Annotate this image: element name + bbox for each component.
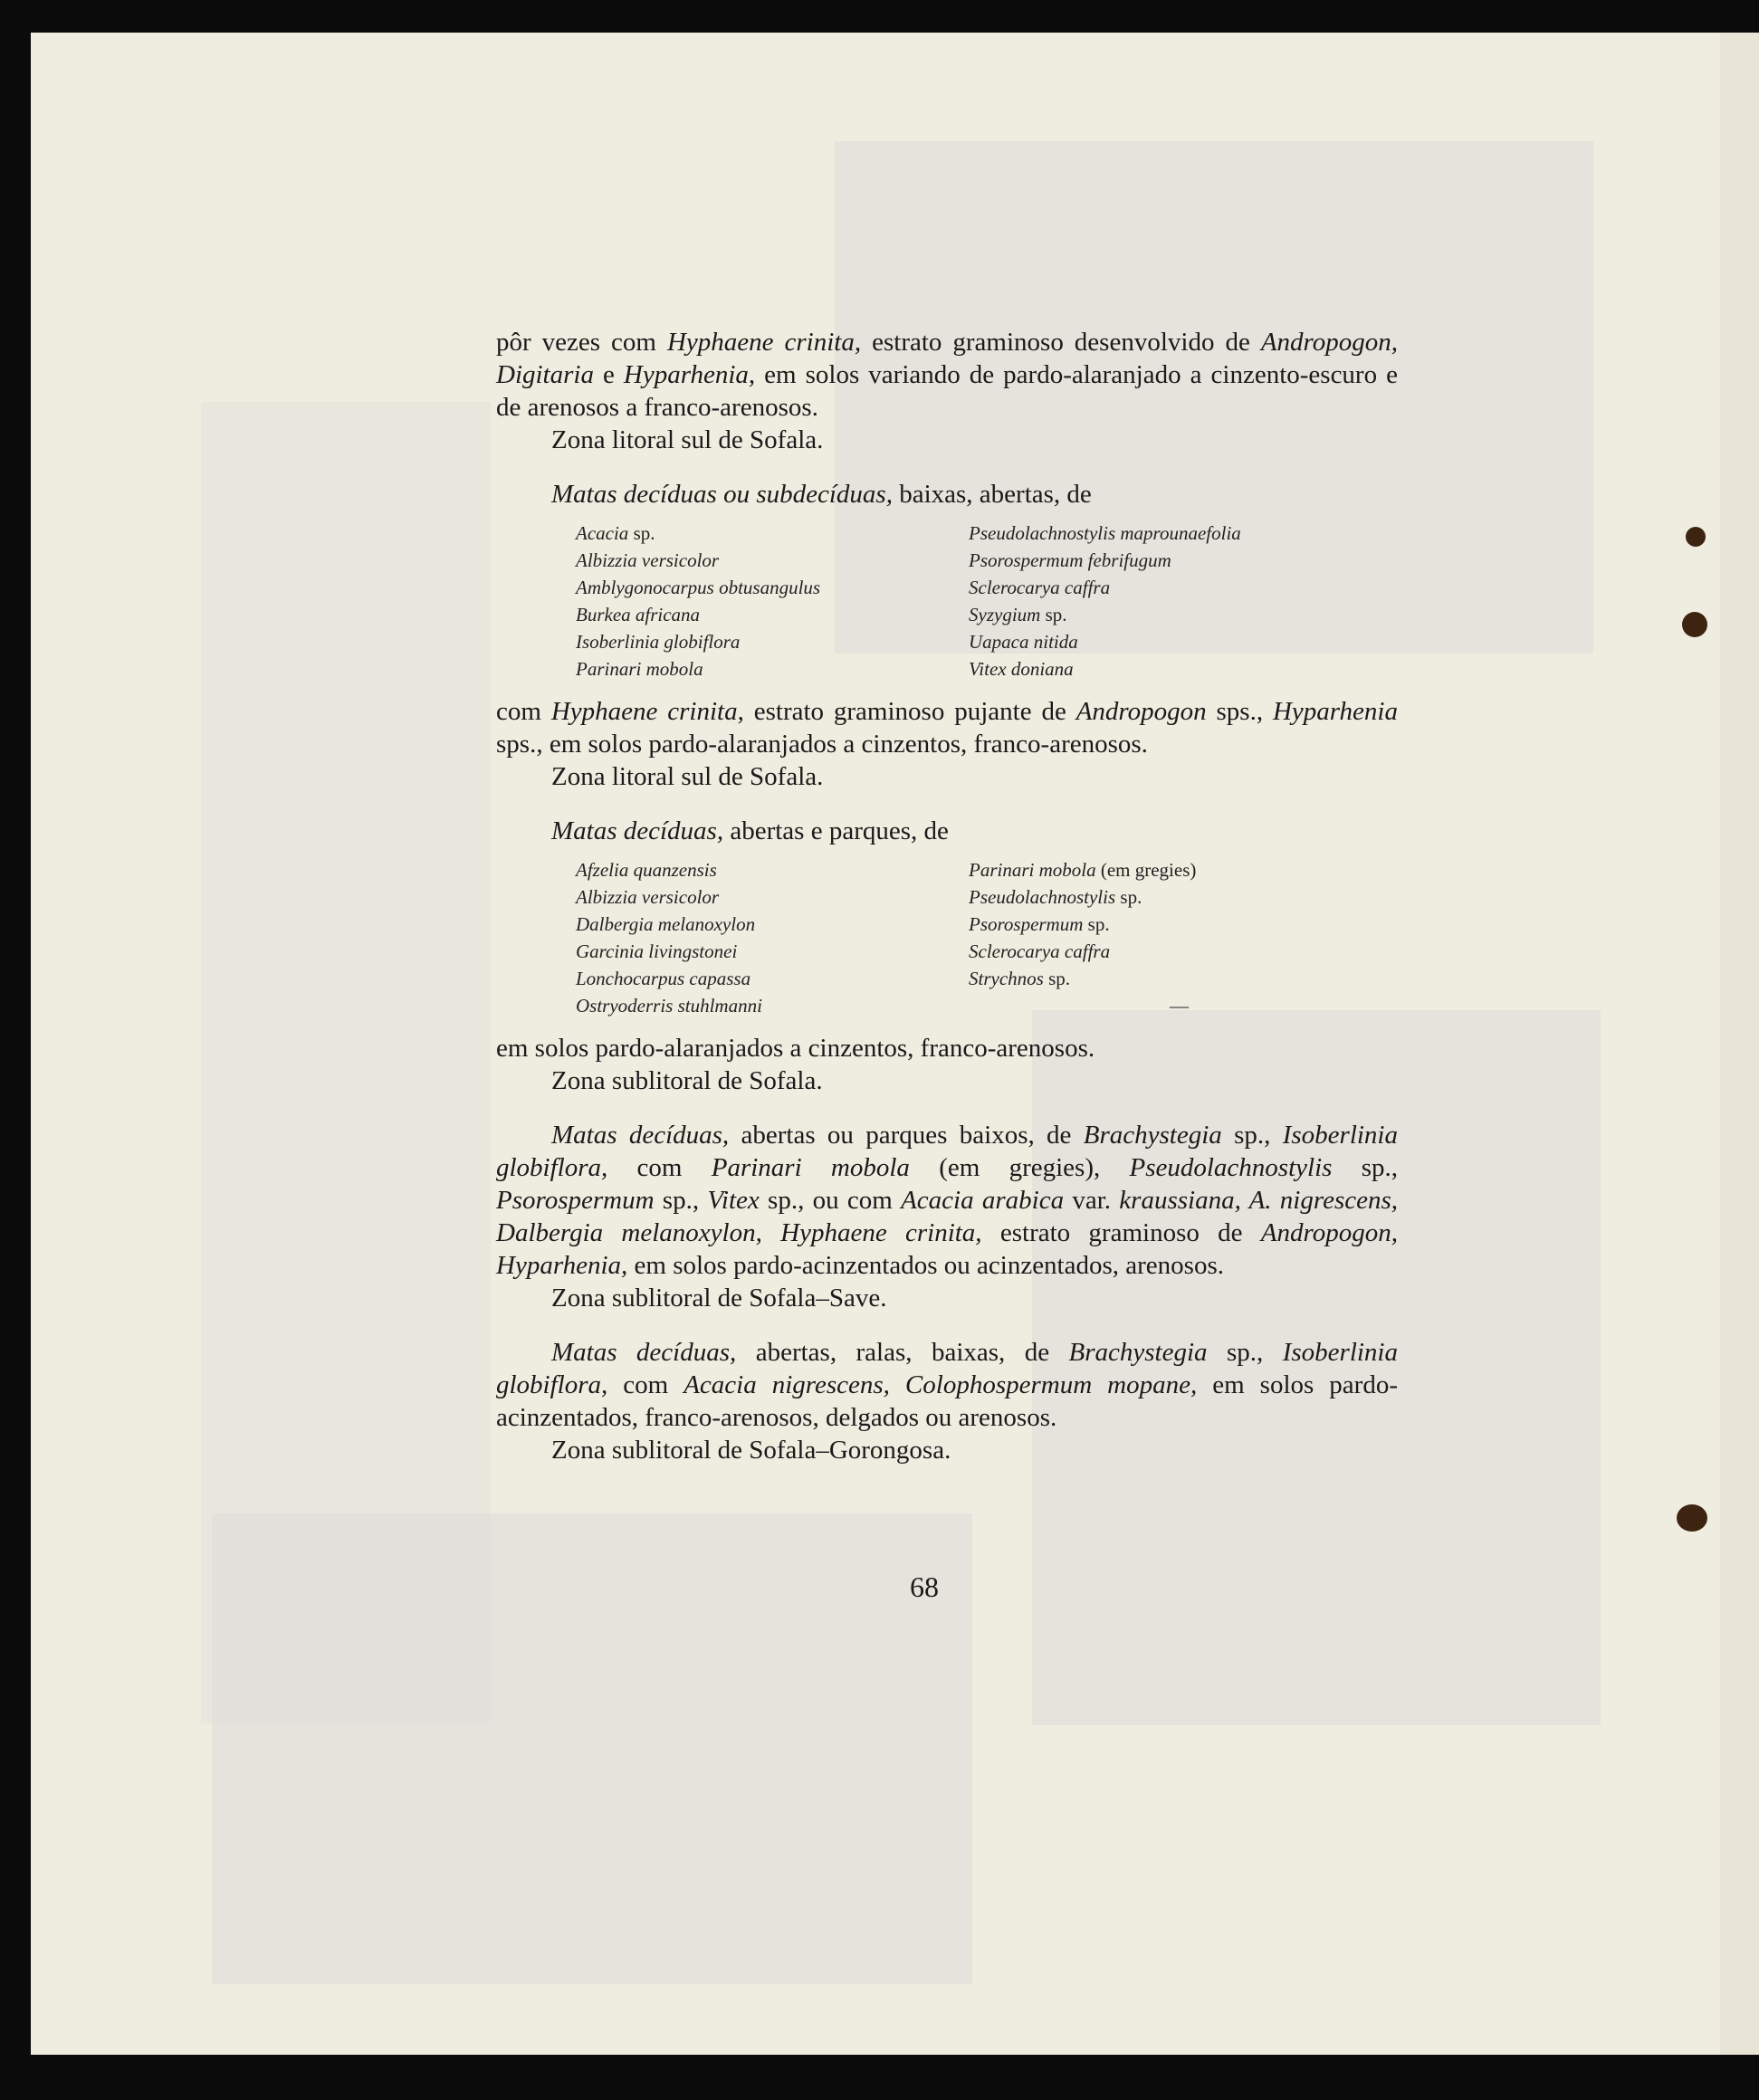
species-name: Burkea africana — [576, 604, 701, 625]
species-name: Dalbergia melanoxylon — [576, 913, 756, 935]
species-name: Amblygonocarpus obtusangulus — [576, 577, 821, 598]
species-name: Vitex doniana — [969, 658, 1074, 680]
species-name: Pseudolachnostylis maprounaefolia — [969, 522, 1241, 544]
species-column-right — [969, 856, 1349, 1019]
page-number: 68 — [910, 1570, 939, 1603]
foxing-spot — [1686, 527, 1706, 547]
foxing-spot — [1682, 612, 1707, 637]
list-dash: — — [1170, 995, 1189, 1017]
species-name: Uapaca nitida — [969, 631, 1078, 653]
species-name: Garcinia livingstonei — [576, 940, 738, 962]
paragraph: Matas decíduas, abertas, ralas, baixas, de Brachystegia sp., Isoberlinia globiflora, com Acacia nigrescens, Colophospermum mopane, em solos pardo-acinzentados, franco-arenosos, delgados ou arenosos. — [496, 1338, 1398, 1432]
species-name: Pseudolachnostylis sp. — [969, 886, 1142, 908]
species-column-left — [576, 856, 969, 1019]
paragraph: com Hyphaene crinita, estrato graminoso pujante de Andropogon sps., Hyparhenia sps., em solos pardo-alaranjados a cinzentos, franco-arenosos. — [496, 697, 1398, 759]
paragraph: Matas decíduas, abertas ou parques baixos, de Brachystegia sp., Isoberlinia globiflora, com Parinari mobola (em gregies), Pseudolachnostylis sp., Psorospermum sp., Vitex sp., ou com Acacia arabica var. kraussiana, A. nigrescens, Dalbergia melanoxylon, Hyphaene crinita, estrato graminoso de Andropogon, Hyparhenia, em solos pardo-acinzentados ou acinzentados, arenosos. — [496, 1121, 1399, 1280]
species-name: Psorospermum sp. — [969, 913, 1110, 935]
species-name: Albizzia versicolor — [576, 549, 720, 571]
paragraph-intro: Matas decíduas, abertas e parques, de — [551, 816, 949, 845]
body-text — [496, 326, 1398, 1466]
species-name: Afzelia quanzensis — [576, 859, 717, 881]
species-name: Ostryoderris stuhlmanni — [576, 995, 762, 1017]
species-name: Sclerocarya caffra — [969, 940, 1111, 962]
species-name: Sclerocarya caffra — [969, 577, 1111, 598]
bleed-through-block — [212, 1513, 972, 1984]
adjacent-page-edge — [1720, 33, 1759, 2055]
zone-line: Zona sublitoral de Sofala. — [551, 1066, 823, 1095]
paragraph: pôr vezes com Hyphaene crinita, estrato graminoso desenvolvido de Andropogon, Digitaria e Hyparhenia, em solos variando de pardo-alaranjado a cinzento-escuro e de arenosos a franco-arenosos. — [496, 328, 1398, 422]
species-name: Acacia sp. — [576, 522, 655, 544]
species-name: Syzygium sp. — [969, 604, 1067, 625]
species-name: Albizzia versicolor — [576, 886, 720, 908]
foxing-spot — [1677, 1504, 1707, 1532]
species-column-left — [576, 520, 969, 682]
species-name: Strychnos sp. — [969, 968, 1071, 989]
species-name: Parinari mobola (em gregies) — [969, 859, 1197, 881]
paragraph-intro: Matas decíduas ou subdecíduas, baixas, abertas, de — [551, 480, 1092, 509]
paragraph: em solos pardo-alaranjados a cinzentos, franco-arenosos. — [496, 1034, 1095, 1063]
species-column-right — [969, 520, 1349, 682]
species-name: Lonchocarpus capassa — [576, 968, 751, 989]
species-name: Parinari mobola — [576, 658, 703, 680]
species-name: Psorospermum febrifugum — [969, 549, 1171, 571]
zone-line: Zona litoral sul de Sofala. — [551, 762, 824, 791]
species-list — [576, 856, 1398, 1019]
species-list — [576, 520, 1398, 682]
zone-line: Zona sublitoral de Sofala–Save. — [551, 1284, 887, 1312]
species-name: Isoberlinia globiflora — [576, 631, 741, 653]
zone-line: Zona litoral sul de Sofala. — [551, 425, 824, 454]
zone-line: Zona sublitoral de Sofala–Gorongosa. — [551, 1436, 951, 1465]
